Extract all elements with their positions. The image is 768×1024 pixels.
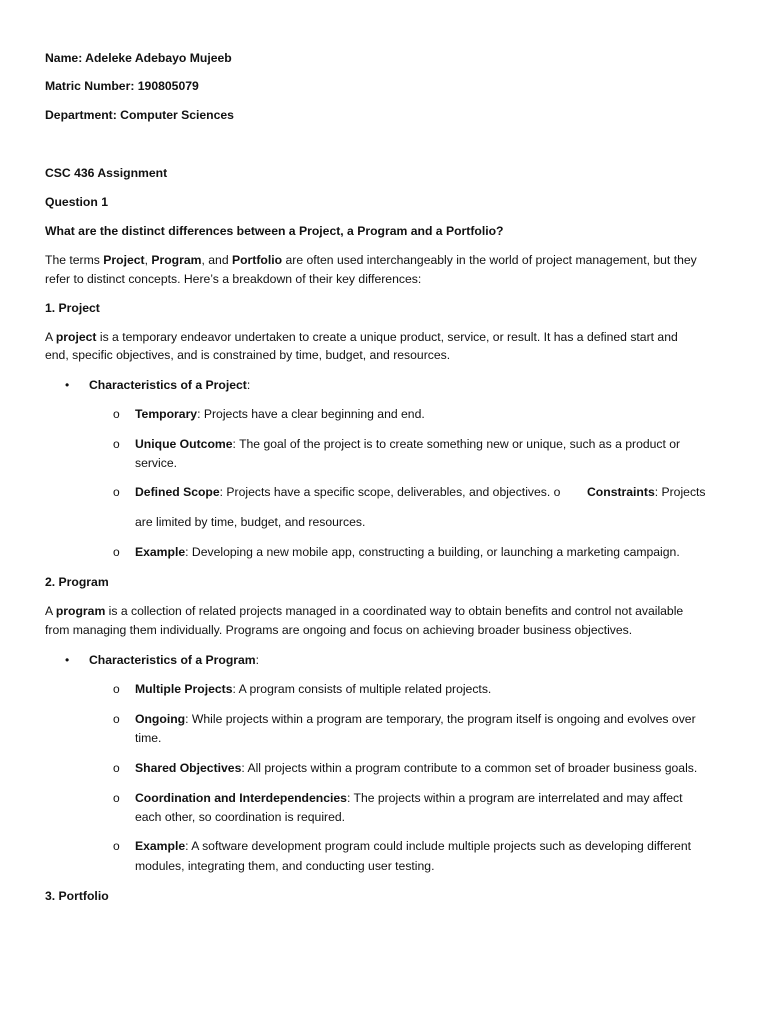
intro-text: are often used interchangeably in the world of project management, but they: [282, 253, 697, 267]
sub-bullet-icon: o: [113, 712, 120, 726]
intro-text: , and: [201, 253, 232, 267]
question-number: Question 1: [45, 195, 108, 209]
project-item-unique-outcome-cont: service.: [135, 456, 177, 470]
item-term: Unique Outcome: [135, 437, 233, 451]
project-desc-line-1: [45, 328, 678, 347]
item-text: : Projects: [654, 485, 706, 499]
item-term: Defined Scope: [135, 485, 220, 499]
intro-paragraph-line-2: refer to distinct concepts. Here’s a breakdown of their key differences:: [45, 272, 422, 286]
project-desc-term: project: [55, 330, 97, 344]
sub-bullet-icon: o: [113, 485, 120, 499]
project-heading: 1. Project: [45, 301, 100, 315]
program-desc-term: program: [55, 604, 106, 618]
student-name: Name: Adeleke Adebayo Mujeeb: [45, 51, 232, 65]
department: Department: Computer Sciences: [45, 108, 234, 122]
item-term: Shared Objectives: [135, 761, 242, 775]
project-desc-text: A: [45, 330, 56, 344]
intro-text: The terms: [45, 253, 104, 267]
item-text: : While projects within a program are temporary, the program itself is ongoing and evolves over: [185, 712, 696, 726]
item-text: : Developing a new mobile app, constructing a building, or launching a marketing campaign.: [185, 545, 680, 559]
program-item-example-cont: modules, integrating them, and conducting user testing.: [135, 859, 435, 873]
program-item-ongoing-cont: time.: [135, 731, 162, 745]
program-item-example: [135, 837, 691, 856]
intro-text: ,: [144, 253, 152, 267]
sub-bullet-icon: o: [113, 761, 120, 775]
item-text: : Projects have a clear beginning and end.: [197, 407, 425, 421]
item-term: Coordination and Interdependencies: [135, 791, 347, 805]
project-desc-text: is a temporary endeavor undertaken to create a unique product, service, or result. It has a defined start and: [96, 330, 678, 344]
project-item-unique-outcome: [135, 435, 680, 454]
item-term: Example: [135, 839, 186, 853]
sub-bullet-icon: o: [113, 682, 120, 696]
sub-bullet-icon: o: [113, 791, 120, 805]
matric-number: Matric Number: 190805079: [45, 79, 199, 93]
item-term: Ongoing: [135, 712, 186, 726]
program-desc-line-1: [45, 602, 683, 621]
project-desc-line-2: end, specific objectives, and is constrained by time, budget, and resources.: [45, 348, 451, 362]
intro-term-portfolio: Portfolio: [231, 253, 283, 267]
item-text: : The goal of the project is to create something new or unique, such as a product or: [232, 437, 681, 451]
project-item-constraints: [587, 483, 706, 502]
program-desc-text: A: [45, 604, 56, 618]
project-item-example: [135, 543, 680, 562]
program-characteristics-label: [89, 651, 259, 670]
intro-term-project: Project: [103, 253, 145, 267]
program-desc-line-2: from managing them individually. Programs are ongoing and focus on achieving broader business objectives.: [45, 623, 633, 637]
item-term: Temporary: [135, 407, 198, 421]
item-text: : A program consists of multiple related projects.: [232, 682, 492, 696]
intro-term-program: Program: [151, 253, 202, 267]
item-text: : Projects have a specific scope, deliverables, and objectives. o: [219, 485, 561, 499]
item-term: Constraints: [587, 485, 655, 499]
question-text: What are the distinct differences between a Project, a Program and a Portfolio?: [45, 224, 504, 238]
characteristics-title: Characteristics of a Program: [89, 653, 256, 667]
sub-bullet-icon: o: [113, 407, 120, 421]
project-characteristics-label: [89, 376, 250, 395]
program-item-ongoing: [135, 710, 696, 729]
program-item-coordination: [135, 789, 683, 808]
bullet-icon: •: [65, 378, 70, 392]
project-item-constraints-cont: are limited by time, budget, and resources.: [135, 515, 366, 529]
bullet-icon: •: [65, 653, 70, 667]
sub-bullet-icon: o: [113, 839, 120, 853]
colon: :: [255, 653, 260, 667]
item-text: : The projects within a program are interrelated and may affect: [346, 791, 683, 805]
portfolio-heading: 3. Portfolio: [45, 889, 109, 903]
characteristics-title: Characteristics of a Project: [89, 378, 247, 392]
program-desc-text: is a collection of related projects managed in a coordinated way to obtain benefits and control not available: [105, 604, 684, 618]
sub-bullet-icon: o: [113, 437, 120, 451]
program-item-multiple-projects: [135, 680, 491, 699]
item-text: : A software development program could include multiple projects such as developing different: [185, 839, 691, 853]
project-item-defined-scope: [135, 483, 560, 502]
item-term: Example: [135, 545, 186, 559]
colon: :: [246, 378, 251, 392]
intro-paragraph-line-1: [45, 251, 697, 270]
project-item-temporary: [135, 405, 425, 424]
item-text: : All projects within a program contribute to a common set of broader business goals.: [241, 761, 698, 775]
program-item-shared-objectives: [135, 759, 697, 778]
assignment-title: CSC 436 Assignment: [45, 166, 168, 180]
program-item-coordination-cont: each other, so coordination is required.: [135, 810, 346, 824]
program-heading: 2. Program: [45, 575, 109, 589]
item-term: Multiple Projects: [135, 682, 233, 696]
sub-bullet-icon: o: [113, 545, 120, 559]
